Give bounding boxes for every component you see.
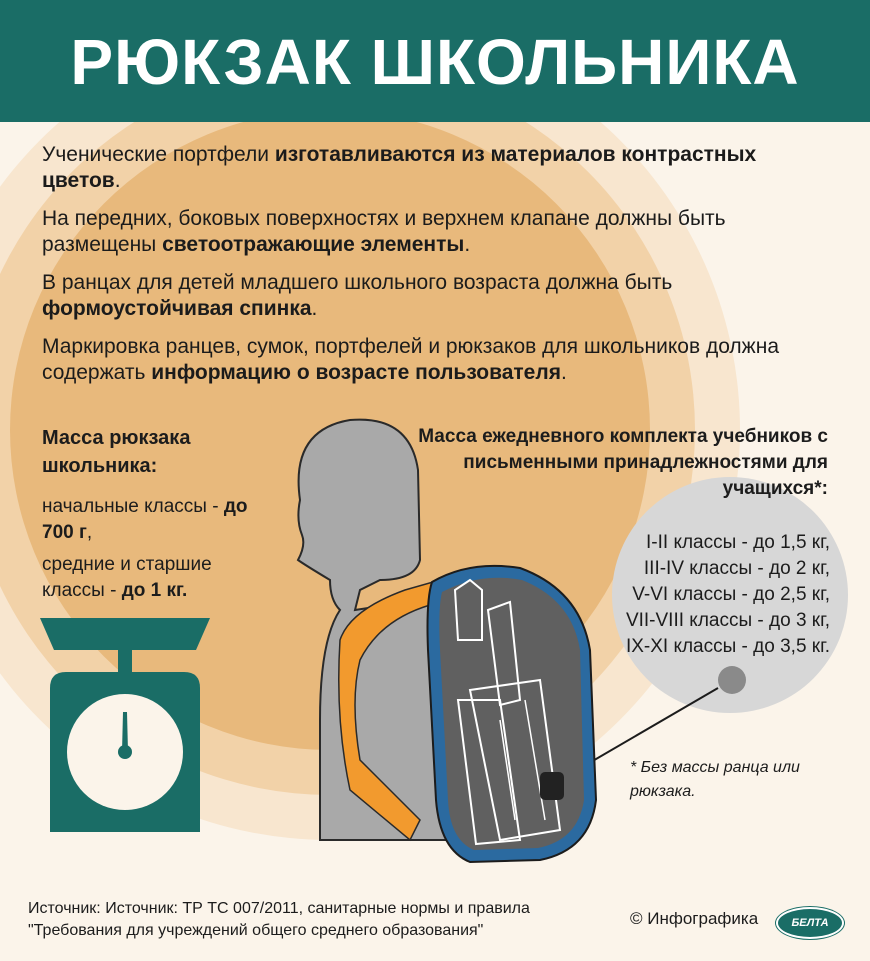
paragraph-text: Ученические портфели [42,143,275,166]
mass-value: до 1 кг. [121,580,188,601]
paragraph-end: . [114,169,121,192]
paragraph-bold: светоотражающие элементы [162,233,465,256]
source-line-1: Источник: Источник: ТР ТС 007/2011, санитарные нормы и правила [28,900,530,917]
grade-row: I-II классы - до 1,5 кг, [646,532,830,553]
grade-row: IX-XI классы - до 3,5 кг. [625,636,830,657]
paragraph-text: Маркировка ранцев, сумок, портфелей и рюкзаков для школьников должна содержать [42,335,779,384]
paragraph-text: В ранцах для детей младшего школьного возраста должна быть [42,271,673,294]
paragraph-bold: формоустойчивая спинка [42,297,312,320]
grade-row: III-IV классы - до 2 кг, [643,558,830,579]
belta-logo: БЕЛТА [776,907,844,939]
paragraph-bold: информацию о возрасте пользователя [151,361,561,384]
mass-label: средние и старшие классы - [42,554,212,601]
paragraph-end: . [311,297,318,320]
grade-row: V-VI классы - до 2,5 кг, [632,584,830,605]
mass-suffix: , [86,522,93,543]
textbook-mass-title: Масса ежедневного комплекта учебников с письменными принадлежностями для учащихся*: [418,426,828,499]
source-line-2: "Требования для учреждений общего среднего образования" [28,922,484,939]
mass-label: начальные классы - [42,496,224,517]
backpack-mass-title: Масса рюкзака школьника: [42,427,191,477]
footnote: * Без массы ранца или рюкзака. [630,759,800,800]
source-text [28,898,628,942]
page-title: РЮКЗАК ШКОЛЬНИКА [70,26,800,98]
paragraph-text: На передних, боковых поверхностях и верхнем клапане должны быть размещены [42,207,726,256]
kitchen-scale-icon [40,618,210,832]
paragraph-end: . [560,361,567,384]
credit-text: © Инфографика [630,909,759,928]
paragraph-end: . [464,233,471,256]
mass-value: до 700 г [42,496,248,543]
paragraph-bold: изготавливаются из материалов контрастных цветов [42,143,757,192]
grade-row: VII-VIII классы - до 3 кг, [625,610,830,631]
